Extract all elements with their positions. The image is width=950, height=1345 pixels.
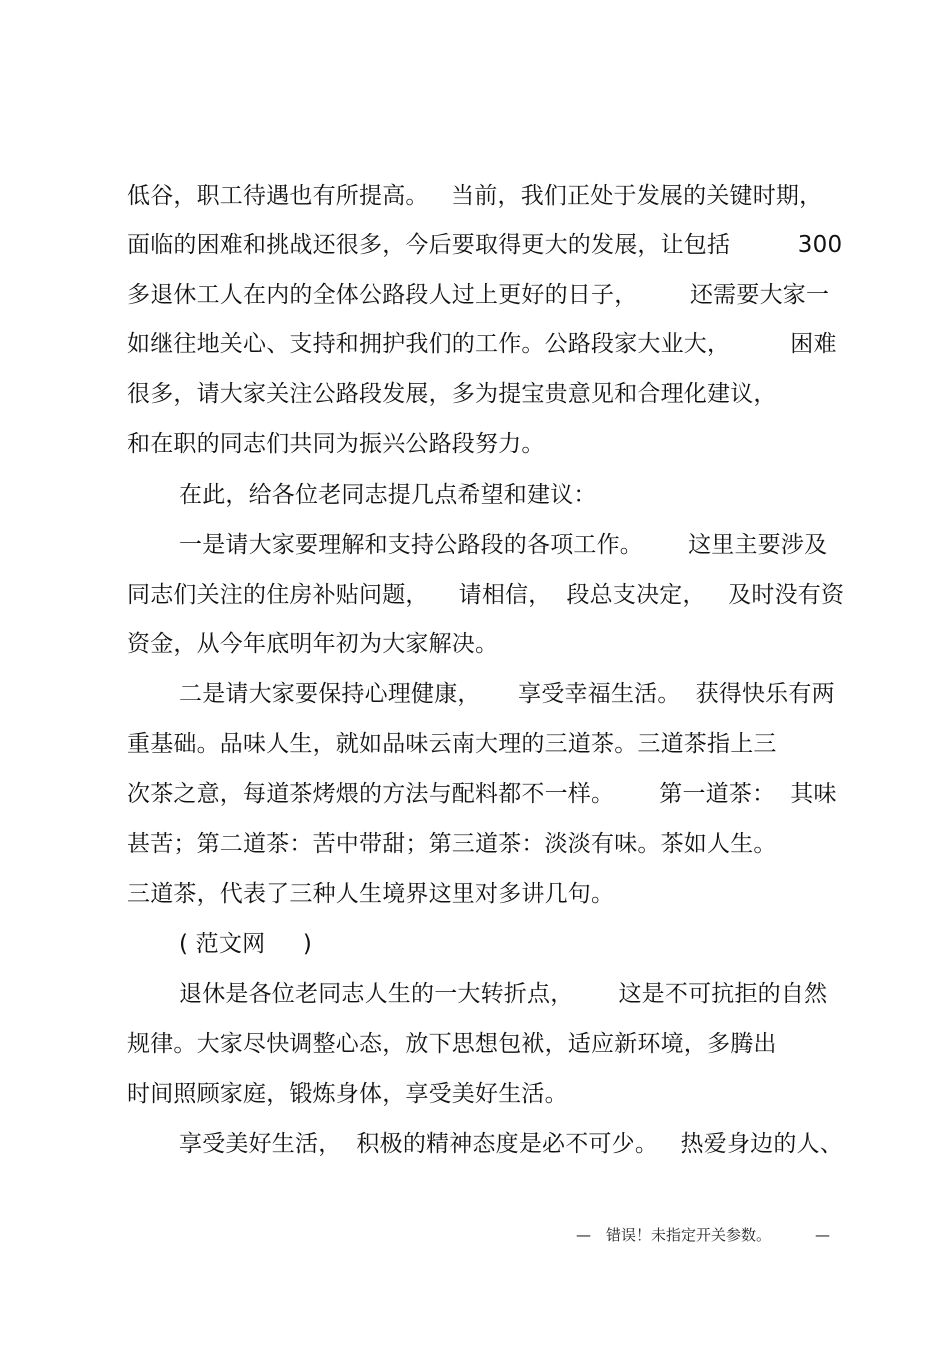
paragraph-line: 退休是各位老同志人生的一大转折点， 这是不可抗拒的自然 [179, 981, 828, 1007]
paragraph-line: 在此，给各位老同志提几点希望和建议： [179, 482, 597, 508]
source-note: ( 范文网 ) [179, 931, 313, 957]
paragraph-line: 多退休工人在内的全体公路段人过上更好的日子， 还需要大家一 [127, 282, 830, 308]
paragraph-line: 规律。大家尽快调整心态，放下思想包袱，适应新环境，多腾出 [127, 1031, 777, 1057]
footer-page-field: 错误！未指定开关参数。 [606, 1226, 772, 1244]
paragraph-line: 资金，从今年底明年初为大家解决。 [127, 631, 499, 657]
paragraph-line: 同志们关注的住房补贴问题， 请相信， 段总支决定， 及时没有资 [127, 582, 845, 608]
paragraph-line: 重基础。品味人生，就如品味云南大理的三道茶。三道茶指上三 [127, 731, 777, 757]
paragraph-line: 面临的困难和挑战还很多，今后要取得更大的发展，让包括 300 [127, 232, 843, 258]
paragraph-line: 时间照顾家庭，锻炼身体，享受美好生活。 [127, 1081, 568, 1107]
footer-dash-right: — [815, 1226, 830, 1244]
paragraph-line: 甚苦；第二道茶：苦中带甜；第三道茶：淡淡有味。茶如人生。 [127, 831, 777, 857]
paragraph-line: 低谷，职工待遇也有所提高。 当前，我们正处于发展的关键时期， [127, 183, 823, 209]
paragraph-line: 次茶之意，每道茶烤煨的方法与配料都不一样。 第一道茶： 其味 [127, 781, 837, 807]
paragraph-line: 很多，请大家关注公路段发展，多为提宝贵意见和合理化建议， [127, 381, 777, 407]
paragraph-line: 一是请大家要理解和支持公路段的各项工作。 这里主要涉及 [179, 532, 828, 558]
paragraph-line: 如继往地关心、支持和拥护我们的工作。公路段家大业大， 困难 [127, 331, 837, 357]
paragraph-line: 享受美好生活， 积极的精神态度是必不可少。 热爱身边的人、 [179, 1131, 843, 1157]
footer-dash-left: — [576, 1226, 591, 1244]
paragraph-line: 二是请大家要保持心理健康， 享受幸福生活。 获得快乐有两 [179, 681, 835, 707]
paragraph-line: 和在职的同志们共同为振兴公路段努力。 [127, 431, 545, 457]
paragraph-line: 三道茶，代表了三种人生境界这里对多讲几句。 [127, 881, 615, 907]
